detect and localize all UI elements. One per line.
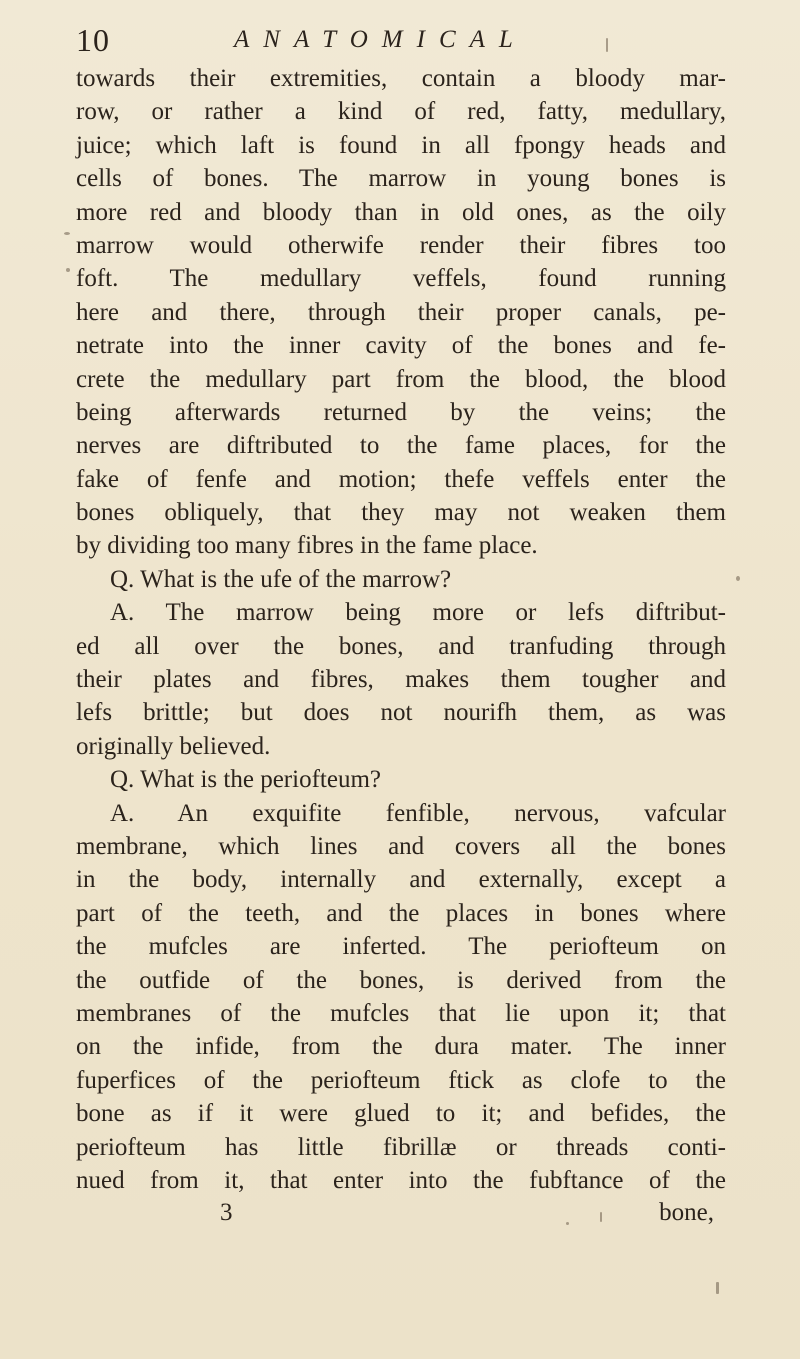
catchword: bone, bbox=[659, 1199, 714, 1226]
running-head bbox=[76, 20, 776, 60]
ink-speck bbox=[566, 1222, 569, 1225]
signature-mark: 3 bbox=[220, 1199, 233, 1226]
text-line: juice; which laft is found in all fpongy heads and bbox=[76, 131, 726, 159]
text-line: more red and bloody than in old ones, as the oily bbox=[76, 198, 726, 226]
text-line: the mufcles are inferted. The periofteum on bbox=[76, 933, 726, 961]
text-line: nued from it, that enter into the fubftance of the bbox=[76, 1166, 726, 1194]
text-line: the outfide of the bones, is derived from the bbox=[76, 966, 726, 994]
text-line: row, or rather a kind of red, fatty, medullary, bbox=[76, 98, 726, 126]
text-line: marrow would otherwife render their fibres too bbox=[76, 231, 726, 259]
text-line: bone as if it were glued to it; and befides, the bbox=[76, 1100, 726, 1128]
text-line: cells of bones. The marrow in young bones is bbox=[76, 165, 726, 193]
answer-line: A. The marrow being more or lefs diftribut- bbox=[110, 599, 726, 627]
text-line: fuperfices of the periofteum ftick as clofe to the bbox=[76, 1066, 726, 1094]
text-line: towards their extremities, contain a bloody mar- bbox=[76, 65, 726, 92]
ink-speck bbox=[64, 232, 70, 235]
ink-speck bbox=[66, 268, 70, 272]
text-line: foft. The medullary veffels, found running bbox=[76, 265, 726, 293]
ink-speck bbox=[736, 576, 740, 581]
answer-line: A. An exquifite fenfible, nervous, vafcular bbox=[110, 799, 726, 827]
text-line: lefs brittle; but does not nourifh them, as was bbox=[76, 699, 726, 727]
text-line: nerves are diftributed to the fame places, for the bbox=[76, 432, 726, 460]
text-line: membranes of the mufcles that lie upon it; that bbox=[76, 999, 726, 1027]
text-line: by dividing too many fibres in the fame place. bbox=[76, 532, 538, 560]
text-line: being afterwards returned by the veins; the bbox=[76, 398, 726, 426]
ink-speck bbox=[716, 1282, 719, 1294]
page-footer bbox=[76, 1196, 726, 1230]
text-line: netrate into the inner cavity of the bones and fe- bbox=[76, 332, 726, 360]
text-line: part of the teeth, and the places in bones where bbox=[76, 899, 726, 927]
ink-speck bbox=[606, 38, 608, 52]
running-title: ANATOMICAL bbox=[234, 26, 527, 53]
page-number: 10 bbox=[76, 22, 110, 58]
text-line: here and there, through their proper canals, pe- bbox=[76, 298, 726, 326]
text-line: fake of fenfe and motion; thefe veffels enter the bbox=[76, 465, 726, 493]
text-line: bones obliquely, that they may not weaken them bbox=[76, 499, 726, 527]
text-line: crete the medullary part from the blood, the blood bbox=[76, 365, 726, 393]
text-line: on the infide, from the dura mater. The inner bbox=[76, 1033, 726, 1061]
ink-speck bbox=[600, 1212, 602, 1222]
text-line: originally believed. bbox=[76, 732, 271, 760]
text-line: ed all over the bones, and tranfuding through bbox=[76, 632, 726, 660]
question-line: Q. What is the periofteum? bbox=[110, 766, 381, 794]
text-line: in the body, internally and externally, except a bbox=[76, 866, 726, 894]
text-line: membrane, which lines and covers all the bones bbox=[76, 832, 726, 860]
body-text bbox=[76, 62, 726, 1197]
text-line: their plates and fibres, makes them tougher and bbox=[76, 666, 726, 694]
question-line: Q. What is the ufe of the marrow? bbox=[110, 565, 452, 593]
text-line: periofteum has little fibrillæ or threads conti- bbox=[76, 1133, 726, 1161]
